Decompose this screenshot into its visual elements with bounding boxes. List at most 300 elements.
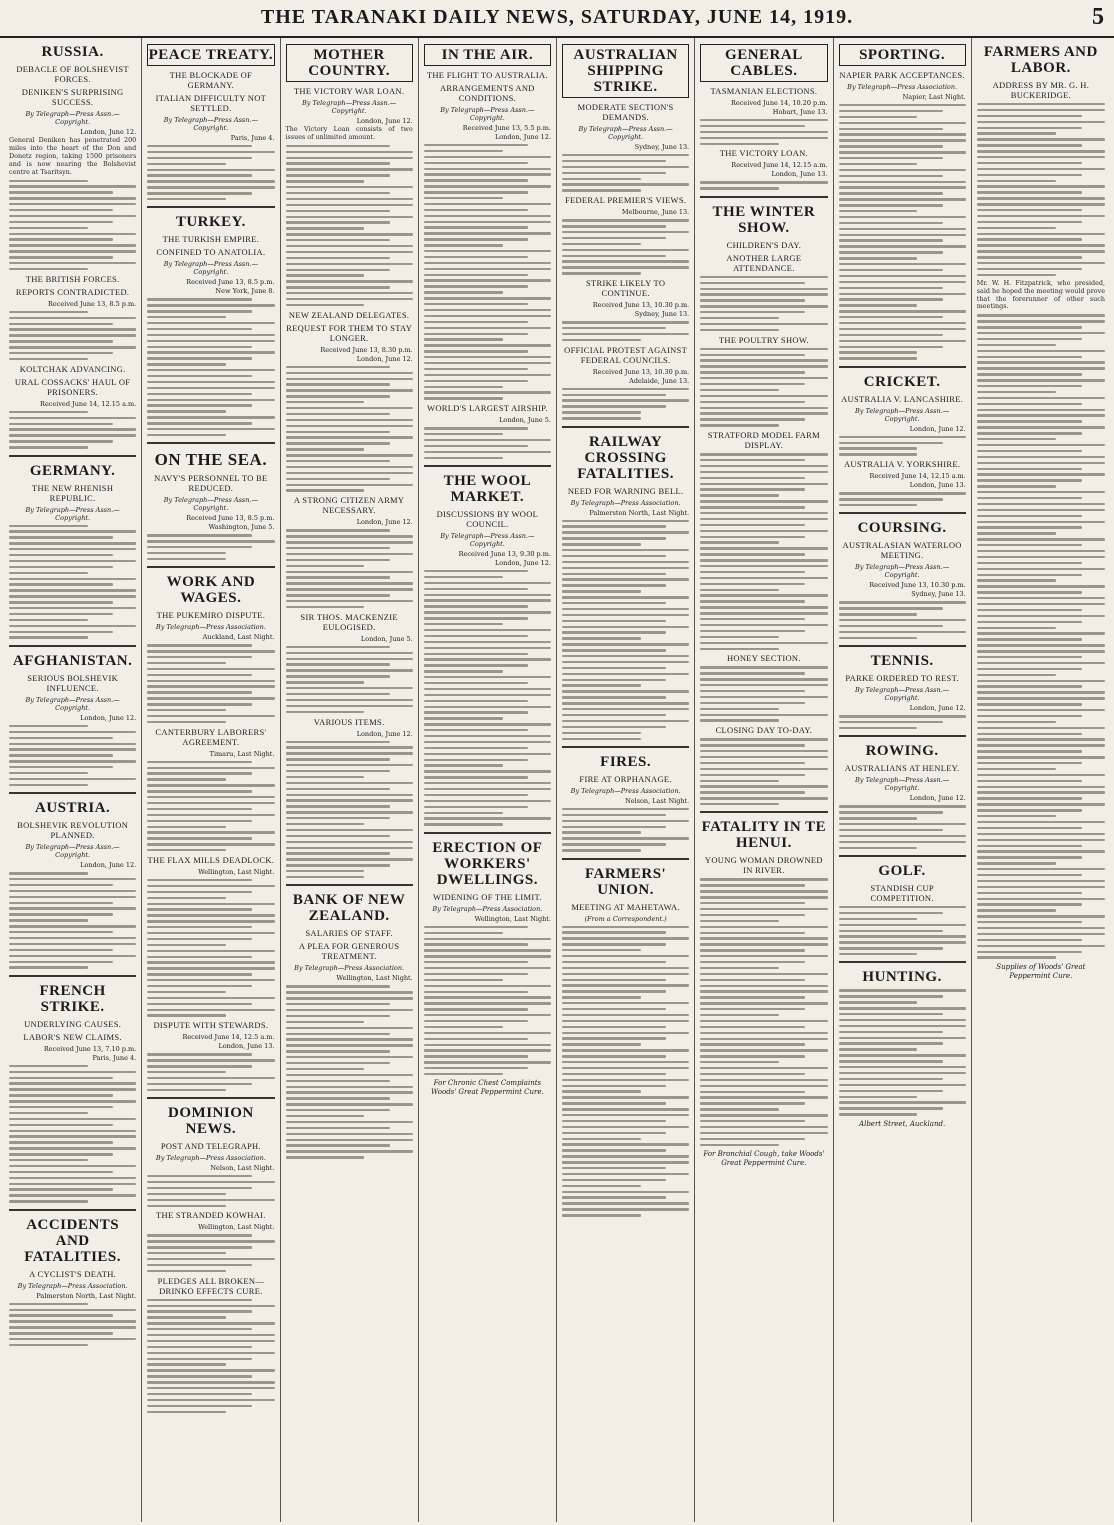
text-line <box>839 316 943 318</box>
text-line <box>977 138 1105 140</box>
text-line <box>286 239 390 241</box>
text-line <box>562 1049 689 1051</box>
text-line <box>147 1381 274 1383</box>
text-line <box>9 1100 136 1102</box>
text-line <box>9 244 136 246</box>
text-line <box>700 1038 827 1040</box>
text-line <box>700 453 827 455</box>
text-line <box>977 756 1105 758</box>
article-text-lines <box>700 119 827 145</box>
text-line <box>147 399 274 401</box>
section-divider <box>839 645 966 647</box>
text-line <box>147 1252 226 1254</box>
text-line <box>424 576 503 578</box>
text-line <box>562 696 666 698</box>
text-line <box>286 594 390 596</box>
text-line <box>839 442 943 444</box>
text-line <box>286 699 413 701</box>
byline: By Telegraph—Press Assn.—Copyright. <box>301 99 397 115</box>
section-heading: THE WINTER SHOW. <box>712 203 816 236</box>
text-line <box>147 1089 226 1091</box>
text-line <box>147 1071 226 1073</box>
text-line <box>424 985 551 987</box>
text-line <box>424 938 551 940</box>
article-text-lines <box>562 321 689 341</box>
text-line <box>9 566 113 568</box>
subheading: THE FLIGHT TO AUSTRALIA. <box>426 70 548 80</box>
text-line <box>839 1096 918 1098</box>
text-line <box>839 1101 966 1103</box>
dateline: Received June 13, 8.30 p.m. <box>320 345 413 354</box>
text-line <box>839 234 966 236</box>
text-line <box>977 144 1082 146</box>
text-line <box>286 198 413 200</box>
section-heading: PEACE TREATY. <box>147 44 274 66</box>
text-line <box>562 949 641 951</box>
text-line <box>562 405 666 407</box>
text-line <box>839 817 918 819</box>
text-line <box>977 927 1105 929</box>
section-divider <box>839 512 966 514</box>
text-line <box>977 221 1082 223</box>
text-line <box>562 417 641 419</box>
text-line <box>839 1066 966 1068</box>
text-line <box>977 568 1105 570</box>
text-line <box>562 955 689 957</box>
text-line <box>286 663 390 665</box>
text-line <box>147 1175 251 1177</box>
text-line <box>147 340 274 342</box>
text-line <box>839 727 918 729</box>
text-line <box>424 623 503 625</box>
text-line <box>839 601 966 603</box>
text-line <box>147 814 274 816</box>
text-line <box>9 955 136 957</box>
text-line <box>424 611 551 613</box>
text-line <box>562 1032 689 1034</box>
section-heading: THE WOOL MARKET. <box>443 473 532 506</box>
text-line <box>424 570 528 572</box>
text-line <box>424 949 551 951</box>
text-line <box>424 955 551 957</box>
text-line <box>562 1043 641 1045</box>
text-line <box>700 878 827 880</box>
subheading: PLEDGES ALL BROKEN—DRINKO EFFECTS CURE. <box>157 1275 265 1296</box>
text-line <box>286 1156 365 1158</box>
text-line <box>562 926 689 928</box>
text-line <box>147 387 274 389</box>
text-line <box>424 794 528 796</box>
text-line <box>147 1003 251 1005</box>
text-line <box>147 1053 251 1055</box>
text-line <box>562 831 641 833</box>
subheading: SIR THOS. MACKENZIE EULOGISED. <box>300 611 398 632</box>
text-line <box>9 423 113 425</box>
text-line <box>147 685 274 687</box>
article-text-lines <box>147 1299 274 1413</box>
text-line <box>839 116 918 118</box>
text-line <box>700 967 779 969</box>
section-divider <box>147 1097 274 1099</box>
text-line <box>286 658 413 660</box>
text-line <box>147 1399 274 1401</box>
text-line <box>9 1309 136 1311</box>
text-line <box>562 961 666 963</box>
text-line <box>562 243 641 245</box>
dateline: London, June 12. <box>494 133 551 141</box>
text-line <box>700 1026 804 1028</box>
text-line <box>9 1112 88 1114</box>
dateline: Received June 13, 8.5 p.m. <box>186 514 275 523</box>
dateline: Received June 14, 12.15 a.m. <box>40 399 137 408</box>
text-line <box>424 991 528 993</box>
text-line <box>977 385 1082 387</box>
text-line <box>9 428 136 430</box>
subheading: WIDENING OF THE LIMIT. <box>433 891 542 902</box>
text-line <box>147 393 251 395</box>
text-line <box>977 150 1105 152</box>
text-line <box>286 646 390 648</box>
text-line <box>562 820 689 822</box>
text-line <box>562 637 641 639</box>
text-line <box>424 735 551 737</box>
text-line <box>562 1196 666 1198</box>
text-line <box>286 174 390 176</box>
text-line <box>977 780 1082 782</box>
article-text-lines <box>147 1234 274 1272</box>
text-line <box>286 746 413 748</box>
text-line <box>700 1138 804 1140</box>
byline: By Telegraph—Press Assn.—Copyright. <box>25 695 120 712</box>
text-line <box>286 472 413 474</box>
text-line <box>700 666 827 668</box>
text-line <box>9 1194 136 1196</box>
text-line <box>9 346 136 348</box>
text-line <box>562 1079 689 1081</box>
text-line <box>147 1299 251 1301</box>
text-line <box>562 260 689 262</box>
text-line <box>562 720 689 722</box>
text-line <box>424 262 551 264</box>
subheading: THE TURKISH EMPIRE. <box>162 234 260 245</box>
byline: By Telegraph—Press Assn.—Copyright. <box>440 106 535 122</box>
text-line <box>700 412 827 414</box>
text-line <box>147 1181 274 1183</box>
text-line <box>147 1310 251 1312</box>
text-line <box>562 584 666 586</box>
text-line <box>700 1014 779 1016</box>
text-line <box>700 979 804 981</box>
text-line <box>424 162 528 164</box>
text-line <box>9 966 88 968</box>
text-line <box>839 169 966 171</box>
subheading: HONEY SECTION. <box>726 653 801 664</box>
dateline: Wellington, Last Night. <box>198 867 275 876</box>
text-line <box>424 806 528 808</box>
article-text-lines <box>839 906 966 956</box>
text-line <box>9 525 88 527</box>
text-line <box>977 591 1082 593</box>
text-line <box>839 216 966 218</box>
text-line <box>147 985 251 987</box>
text-line <box>147 157 251 159</box>
text-line <box>700 756 827 758</box>
dateline: London, June 12. <box>909 424 966 433</box>
text-line <box>977 503 1105 505</box>
text-line <box>977 550 1105 552</box>
dateline: Sydney, June 13. <box>634 143 690 151</box>
text-line <box>9 1077 113 1079</box>
text-line <box>562 333 689 335</box>
article-text-lines <box>147 761 274 852</box>
text-line <box>977 597 1105 599</box>
text-line <box>700 890 827 892</box>
text-line <box>700 719 779 721</box>
dateline: Received June 14, 12.15 a.m. <box>869 472 966 481</box>
text-line <box>562 943 666 945</box>
text-line <box>562 1026 666 1028</box>
text-line <box>9 250 136 252</box>
text-line <box>700 131 827 133</box>
text-line <box>286 600 413 602</box>
text-line <box>977 880 1105 882</box>
text-line <box>9 589 136 591</box>
dateline: London, June 12. <box>494 559 551 568</box>
section-divider <box>700 196 827 198</box>
text-line <box>147 1270 226 1272</box>
text-line <box>147 1199 274 1201</box>
text-line <box>9 358 88 360</box>
text-line <box>286 1121 413 1123</box>
text-line <box>424 309 551 311</box>
text-line <box>977 256 1082 258</box>
text-line <box>9 961 113 963</box>
text-line <box>424 356 551 358</box>
text-line <box>147 767 274 769</box>
text-line <box>147 434 226 436</box>
text-line <box>147 534 251 536</box>
text-line <box>147 826 226 828</box>
text-line <box>700 618 804 620</box>
article-text-lines <box>700 348 827 427</box>
text-line <box>839 151 966 153</box>
text-line <box>562 249 689 251</box>
text-line <box>700 648 779 650</box>
text-line <box>286 448 365 450</box>
text-line <box>700 371 804 373</box>
text-line <box>147 979 274 981</box>
text-line <box>562 708 689 710</box>
text-line <box>562 1143 689 1145</box>
text-line <box>147 1328 251 1330</box>
text-line <box>424 711 528 713</box>
text-line <box>286 529 390 531</box>
text-line <box>839 1113 918 1115</box>
text-line <box>286 401 365 403</box>
article-text-lines <box>839 805 966 849</box>
text-line <box>562 1173 689 1175</box>
section-heading: HUNTING. <box>862 969 942 986</box>
text-line <box>700 1020 827 1022</box>
text-line <box>839 607 943 609</box>
text-line <box>286 693 390 695</box>
text-line <box>562 1149 666 1151</box>
text-line <box>147 1014 226 1016</box>
text-line <box>839 222 943 224</box>
text-line <box>147 885 274 887</box>
text-line <box>977 268 1082 270</box>
text-line <box>839 186 966 188</box>
text-line <box>839 1001 918 1003</box>
article-text-lines <box>147 298 274 436</box>
text-line <box>977 827 1082 829</box>
text-line <box>9 784 88 786</box>
text-line <box>700 594 827 596</box>
text-line <box>424 932 503 934</box>
section-heading: ROWING. <box>865 743 939 760</box>
text-line <box>286 1086 413 1088</box>
advertisement-line: Albert Street, Auckland. <box>859 1119 946 1128</box>
text-line <box>424 1020 528 1022</box>
subheading: THE BLOCKADE OF GERMANY. <box>169 70 253 90</box>
dateline: London, June 12. <box>356 518 413 527</box>
text-line <box>977 426 1105 428</box>
text-line <box>562 531 689 533</box>
text-line <box>424 185 551 187</box>
text-line <box>839 310 966 312</box>
section-divider <box>562 858 689 860</box>
text-line <box>562 1155 689 1157</box>
text-line <box>9 731 136 733</box>
page-number: 5 <box>1092 4 1104 30</box>
text-line <box>147 991 226 993</box>
text-line <box>286 606 365 608</box>
text-line <box>562 166 689 168</box>
text-line <box>977 556 1105 558</box>
text-line <box>286 210 390 212</box>
text-line <box>9 595 136 597</box>
text-line <box>424 150 503 152</box>
text-line <box>9 554 113 556</box>
dateline: Melbourne, June 13. <box>621 208 690 217</box>
text-line <box>562 1114 689 1116</box>
text-line <box>424 380 528 382</box>
dateline: Received June 14, 12.15 a.m. <box>731 161 828 170</box>
text-line <box>286 151 413 153</box>
article-text-lines <box>700 276 827 331</box>
text-line <box>286 413 390 415</box>
text-line <box>424 599 551 601</box>
column-4 <box>419 38 557 1522</box>
text-line <box>286 1027 413 1029</box>
article-text-lines <box>147 879 274 1017</box>
text-line <box>424 688 551 690</box>
text-line <box>286 274 365 276</box>
text-line <box>562 814 666 816</box>
text-line <box>286 687 413 689</box>
text-line <box>147 897 226 899</box>
text-line <box>700 678 827 680</box>
text-line <box>147 721 226 723</box>
text-line <box>147 926 251 928</box>
text-line <box>286 216 413 218</box>
subheading: AUSTRALASIAN WATERLOO MEETING. <box>842 540 962 561</box>
text-line <box>286 489 365 491</box>
subheading: NAPIER PARK ACCEPTANCES. <box>839 70 965 80</box>
section-divider <box>839 961 966 963</box>
article-text-lines <box>839 601 966 639</box>
byline: (From a Correspondent.) <box>584 914 667 923</box>
text-line <box>839 133 966 135</box>
article-text-lines <box>562 154 689 192</box>
text-line <box>562 837 689 839</box>
section-divider <box>839 855 966 857</box>
text-line <box>286 1103 413 1105</box>
text-line <box>700 803 779 805</box>
text-line <box>700 1079 827 1081</box>
text-line <box>147 1358 251 1360</box>
text-line <box>562 154 689 156</box>
subheading: UNDERLYING CAUSES. <box>24 1018 122 1029</box>
text-line <box>424 391 551 393</box>
text-line <box>424 647 551 649</box>
text-line <box>147 416 274 418</box>
text-line <box>424 1038 528 1040</box>
text-line <box>147 186 274 188</box>
text-line <box>9 760 136 762</box>
text-line <box>562 237 666 239</box>
text-line <box>839 953 918 955</box>
text-line <box>424 582 551 584</box>
text-line <box>9 937 136 939</box>
text-line <box>424 753 551 755</box>
text-line <box>286 1097 390 1099</box>
text-line <box>977 691 1105 693</box>
text-line <box>9 943 136 945</box>
text-line <box>286 752 413 754</box>
text-line <box>562 178 641 180</box>
text-line <box>977 621 1082 623</box>
dateline: London, June 13. <box>771 170 828 179</box>
text-line <box>977 121 1105 123</box>
text-line <box>424 800 551 802</box>
text-line <box>286 1068 365 1070</box>
text-line <box>147 1077 274 1079</box>
text-line <box>286 681 365 683</box>
text-line <box>286 180 365 182</box>
text-line <box>9 913 113 915</box>
text-line <box>977 585 1105 587</box>
text-line <box>562 643 689 645</box>
text-line <box>147 761 251 763</box>
text-line <box>147 334 274 336</box>
subheading: OFFICIAL PROTEST AGAINST FEDERAL COUNCILS. <box>564 344 688 365</box>
subheading: URAL COSSACKS' HAUL OF PRISONERS. <box>14 376 131 397</box>
text-line <box>562 561 689 563</box>
text-line <box>147 1369 274 1371</box>
text-line <box>424 1067 528 1069</box>
text-line <box>424 723 551 725</box>
text-line <box>286 251 413 253</box>
text-line <box>147 662 226 664</box>
byline: By Telegraph—Press Association. <box>847 83 958 91</box>
subheading: THE BRITISH FORCES. <box>25 273 120 284</box>
byline: By Telegraph—Press Assn.—Copyright. <box>25 505 120 522</box>
text-line <box>839 504 918 506</box>
text-line <box>147 346 251 348</box>
text-line <box>424 973 528 975</box>
text-line <box>700 744 804 746</box>
